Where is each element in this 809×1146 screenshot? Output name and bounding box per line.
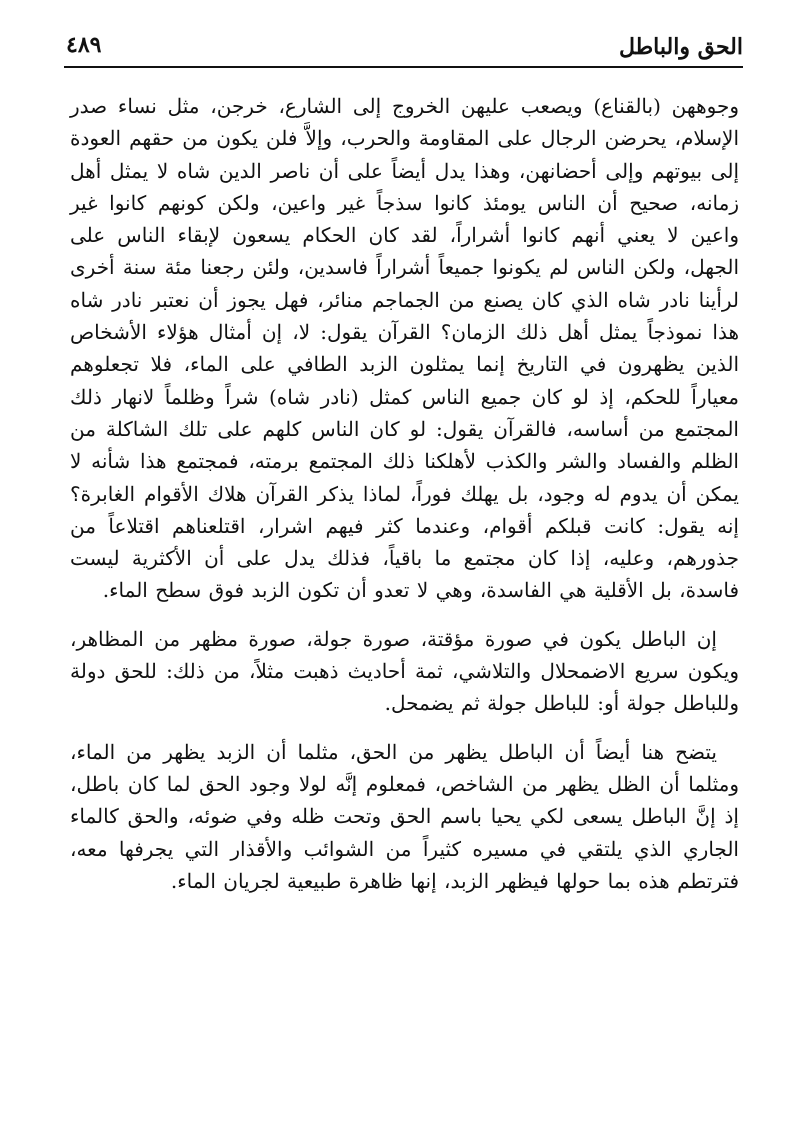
paragraph-1: وجوههن (بالقناع) ويصعب عليهن الخروج إلى الشارع، خرجن، مثل نساء صدر الإسلام، يحرضن الرجال على المقاومة والحرب، وإلاَّ فلن يكون من حقهم العودة إلى بيوتهم وإلى أحضانهن، وهذا يدل أيضاً على أن ناصر الدين شاه لا يمثل أهل زمانه، صحيح أن الناس يومئذ كانوا سذجاً غير واعين، ولكن كونهم كانوا غير واعين لا يعني أنهم كانوا أشراراً، لقد كان الحكام يسعون لإبقاء الناس على الجهل، ولكن الناس لم يكونوا جميعاً أشراراً فاسدين، ولئن رجعنا مئة سنة أخرى لرأينا نادر شاه الذي كان يصنع من الجماجم منائر، فهل يجوز أن نعتبر نادر شاه هذا نموذجاً يمثل أهل ذلك الزمان؟ القرآن يقول: لا، إن أمثال هؤلاء الأشخاص الذين يظهرون في التاريخ إنما يمثلون الزبد الطافي على الماء، فلا تجعلوهم معياراً للحكم، إذ لو كان جميع الناس كمثل (نادر شاه) شراً وظلماً لانهار ذلك المجتمع من أساسه، فالقرآن يقول: لو كان الناس كلهم على تلك الشاكلة من الظلم والفساد والشر والكذب لأهلكنا ذلك المجتمع برمته، فمجتمع هذا شأنه لا يمكن أن يدوم له وجود، بل يهلك فوراً، لماذا يذكر القرآن هلاك الأقوام الغابرة؟ إنه يقول: كانت قبلكم أقوام، وعندما كثر فيهم اشرار، اقتلعناهم اقتلاعاً من جذورهم، وعليه، إذا كان مجتمع ما باقياً، فذلك يدل على أن الأكثرية ليست فاسدة، بل الأقلية هي الفاسدة، وهي لا تعدو أن تكون الزبد فوق سطح الماء.	[70, 94, 739, 603]
page-header	[66, 30, 743, 64]
paragraph-3: يتضح هنا أيضاً أن الباطل يظهر من الحق، مثلما أن الزبد يظهر من الماء، ومثلما أن الظل يظهر من الشاخص، فمعلوم إنَّه لولا وجود الحق لما كان باطل، إذ إنَّ الباطل يسعى لكي يحيا باسم الحق وتحت ظله وفي ضوئه، والحق كالماء الجاري الذي يلتقي في مسيره كثيراً من الشوائب والأقذار التي يجرفها معه، فترتطم هذه بما حولها فيظهر الزبد، إنها ظاهرة طبيعية لجريان الماء.	[70, 739, 739, 893]
page-number: ٤٨٩	[66, 32, 102, 58]
paragraph-2: إن الباطل يكون في صورة مؤقتة، صورة جولة، صورة مظهر من المظاهر، ويكون سريع الاضمحلال والتلاشي، ثمة أحاديث ذهبت مثلاً، من ذلك: للحق دولة وللباطل جولة أو: للباطل جولة ثم يضمحل.	[70, 626, 739, 716]
running-title: الحق والباطل	[619, 34, 743, 60]
header-rule	[64, 66, 743, 68]
body-text	[70, 90, 739, 897]
